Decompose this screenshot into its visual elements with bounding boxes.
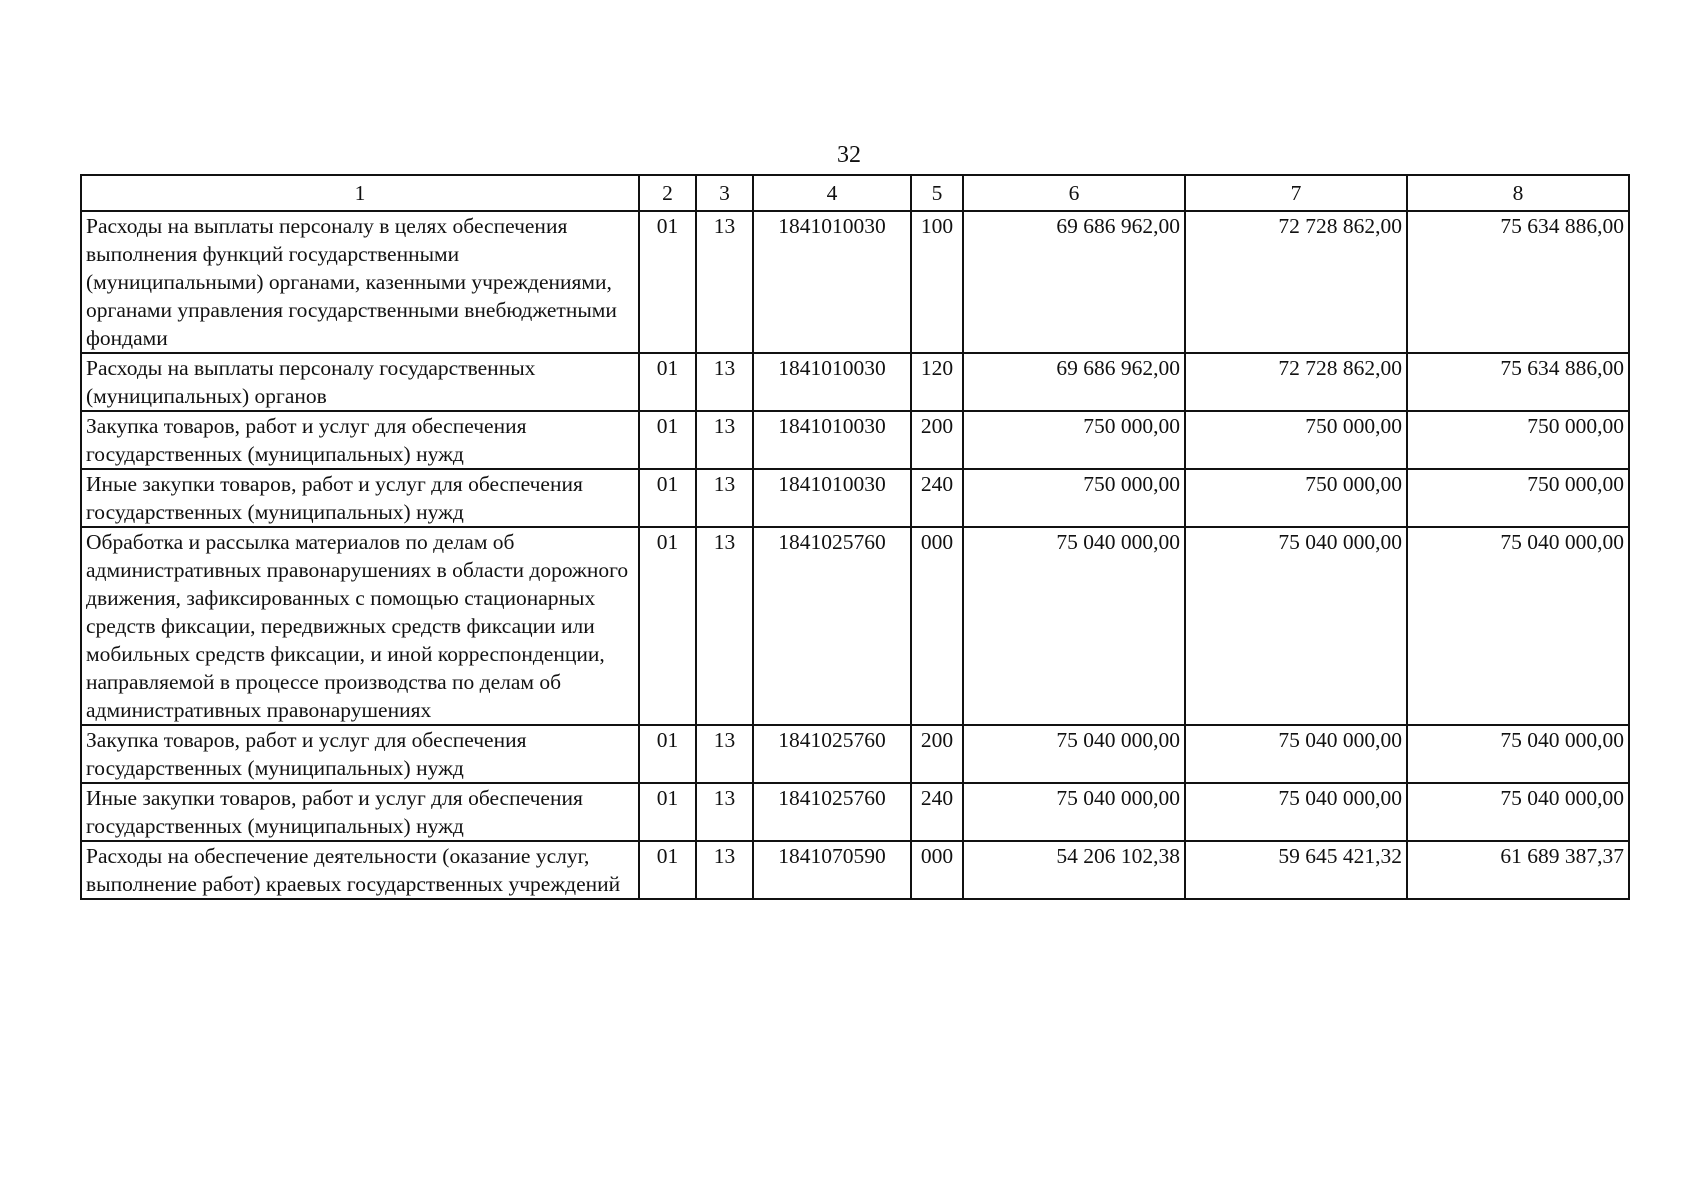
expense-name: Закупка товаров, работ и услуг для обеспечения государственных (муниципальных) нужд bbox=[81, 725, 639, 783]
table-row bbox=[81, 527, 1629, 725]
column-header: 8 bbox=[1407, 175, 1629, 211]
amount-column-8: 75 040 000,00 bbox=[1407, 725, 1629, 783]
amount-column-8: 61 689 387,37 bbox=[1407, 841, 1629, 899]
subsection-code: 13 bbox=[696, 469, 753, 527]
expense-type-code: 200 bbox=[911, 725, 963, 783]
target-article-code: 1841010030 bbox=[753, 411, 911, 469]
amount-column-7: 72 728 862,00 bbox=[1185, 353, 1407, 411]
column-header: 7 bbox=[1185, 175, 1407, 211]
amount-column-7: 75 040 000,00 bbox=[1185, 783, 1407, 841]
target-article-code: 1841010030 bbox=[753, 211, 911, 353]
column-header: 1 bbox=[81, 175, 639, 211]
target-article-code: 1841025760 bbox=[753, 725, 911, 783]
table-row bbox=[81, 783, 1629, 841]
table-row bbox=[81, 353, 1629, 411]
amount-column-8: 75 040 000,00 bbox=[1407, 527, 1629, 725]
expense-type-code: 240 bbox=[911, 469, 963, 527]
subsection-code: 13 bbox=[696, 411, 753, 469]
section-code: 01 bbox=[639, 725, 696, 783]
section-code: 01 bbox=[639, 527, 696, 725]
subsection-code: 13 bbox=[696, 841, 753, 899]
section-code: 01 bbox=[639, 841, 696, 899]
section-code: 01 bbox=[639, 783, 696, 841]
amount-column-6: 750 000,00 bbox=[963, 411, 1185, 469]
column-header: 6 bbox=[963, 175, 1185, 211]
amount-column-6: 750 000,00 bbox=[963, 469, 1185, 527]
expense-name: Закупка товаров, работ и услуг для обеспечения государственных (муниципальных) нужд bbox=[81, 411, 639, 469]
subsection-code: 13 bbox=[696, 211, 753, 353]
table-row bbox=[81, 411, 1629, 469]
amount-column-8: 750 000,00 bbox=[1407, 411, 1629, 469]
amount-column-8: 750 000,00 bbox=[1407, 469, 1629, 527]
expense-type-code: 200 bbox=[911, 411, 963, 469]
subsection-code: 13 bbox=[696, 725, 753, 783]
amount-column-8: 75 634 886,00 bbox=[1407, 353, 1629, 411]
amount-column-7: 750 000,00 bbox=[1185, 469, 1407, 527]
section-code: 01 bbox=[639, 411, 696, 469]
subsection-code: 13 bbox=[696, 783, 753, 841]
amount-column-7: 75 040 000,00 bbox=[1185, 725, 1407, 783]
page-number: 32 bbox=[837, 142, 861, 168]
amount-column-8: 75 040 000,00 bbox=[1407, 783, 1629, 841]
column-header: 5 bbox=[911, 175, 963, 211]
amount-column-7: 72 728 862,00 bbox=[1185, 211, 1407, 353]
table-row bbox=[81, 469, 1629, 527]
section-code: 01 bbox=[639, 353, 696, 411]
subsection-code: 13 bbox=[696, 527, 753, 725]
target-article-code: 1841010030 bbox=[753, 353, 911, 411]
amount-column-7: 750 000,00 bbox=[1185, 411, 1407, 469]
table-header-row bbox=[81, 175, 1629, 211]
target-article-code: 1841070590 bbox=[753, 841, 911, 899]
amount-column-7: 75 040 000,00 bbox=[1185, 527, 1407, 725]
expense-type-code: 000 bbox=[911, 527, 963, 725]
table-row bbox=[81, 211, 1629, 353]
expense-name: Иные закупки товаров, работ и услуг для обеспечения государственных (муниципальных) нужд bbox=[81, 469, 639, 527]
amount-column-6: 75 040 000,00 bbox=[963, 783, 1185, 841]
amount-column-6: 69 686 962,00 bbox=[963, 211, 1185, 353]
expense-name: Расходы на обеспечение деятельности (оказание услуг, выполнение работ) краевых государственных учреждений bbox=[81, 841, 639, 899]
expense-name: Иные закупки товаров, работ и услуг для обеспечения государственных (муниципальных) нужд bbox=[81, 783, 639, 841]
target-article-code: 1841010030 bbox=[753, 469, 911, 527]
section-code: 01 bbox=[639, 469, 696, 527]
amount-column-6: 69 686 962,00 bbox=[963, 353, 1185, 411]
target-article-code: 1841025760 bbox=[753, 527, 911, 725]
column-header: 3 bbox=[696, 175, 753, 211]
expense-type-code: 240 bbox=[911, 783, 963, 841]
section-code: 01 bbox=[639, 211, 696, 353]
expense-name: Обработка и рассылка материалов по делам об административных правонарушениях в области дорожного движения, зафиксированных с помощью стационарных средств фиксации, передвижных средств фиксации или мобильных средств фиксации, и иной корреспонденции, направляемой в процессе производства по делам об административных правонарушениях bbox=[81, 527, 639, 725]
subsection-code: 13 bbox=[696, 353, 753, 411]
column-header: 4 bbox=[753, 175, 911, 211]
expense-type-code: 000 bbox=[911, 841, 963, 899]
budget-table bbox=[80, 174, 1630, 900]
amount-column-6: 75 040 000,00 bbox=[963, 527, 1185, 725]
amount-column-6: 54 206 102,38 bbox=[963, 841, 1185, 899]
expense-type-code: 120 bbox=[911, 353, 963, 411]
amount-column-6: 75 040 000,00 bbox=[963, 725, 1185, 783]
expense-type-code: 100 bbox=[911, 211, 963, 353]
column-header: 2 bbox=[639, 175, 696, 211]
amount-column-8: 75 634 886,00 bbox=[1407, 211, 1629, 353]
table-row bbox=[81, 841, 1629, 899]
expense-name: Расходы на выплаты персоналу в целях обеспечения выполнения функций государственными (муниципальными) органами, казенными учреждениями, органами управления государственными внебюджетными фондами bbox=[81, 211, 639, 353]
target-article-code: 1841025760 bbox=[753, 783, 911, 841]
expense-name: Расходы на выплаты персоналу государственных (муниципальных) органов bbox=[81, 353, 639, 411]
table-row bbox=[81, 725, 1629, 783]
amount-column-7: 59 645 421,32 bbox=[1185, 841, 1407, 899]
